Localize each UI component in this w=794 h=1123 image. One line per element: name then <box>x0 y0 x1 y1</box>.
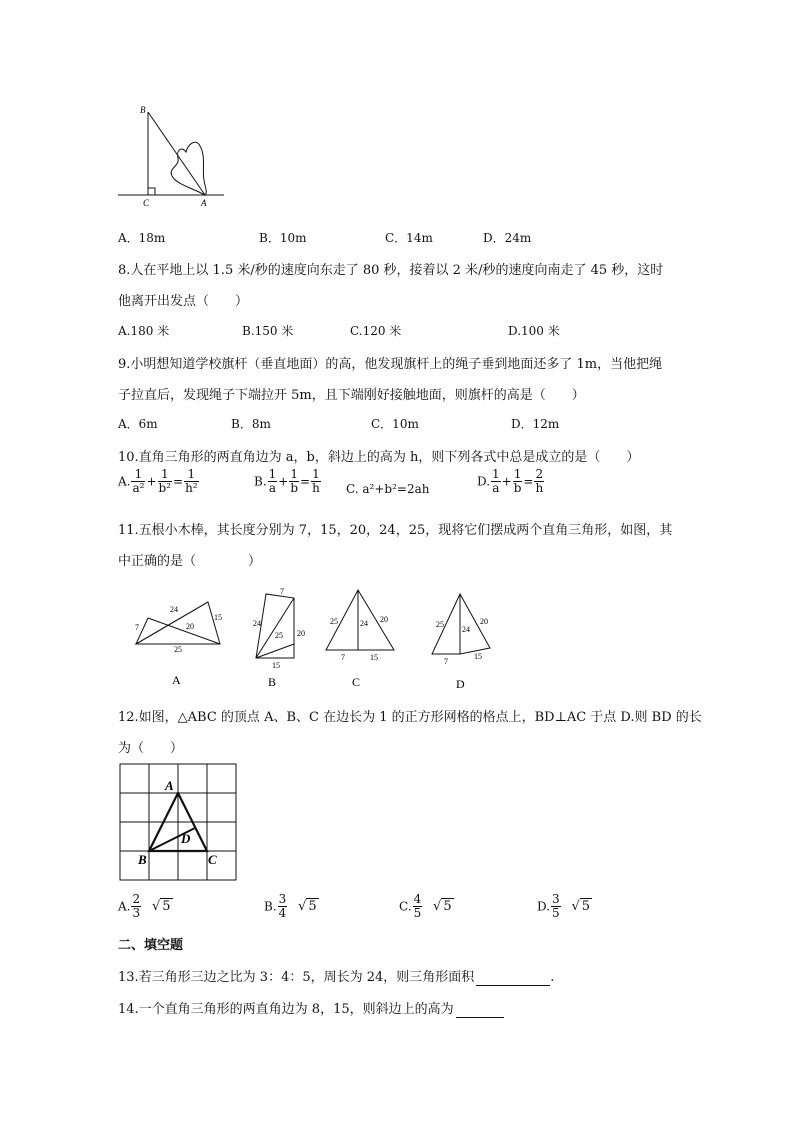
q12-option-a[interactable] <box>118 893 173 920</box>
label-a: A <box>201 198 207 208</box>
q10-option-b[interactable] <box>254 468 322 495</box>
grid-label-d: D <box>181 831 191 846</box>
fig-c-7: 7 <box>341 653 345 662</box>
fig-b-inner <box>256 644 294 658</box>
label-c: C <box>143 198 150 208</box>
q12-d-frac: $\frac{3}{5}$ <box>552 892 560 920</box>
fig-d-24: 24 <box>462 625 470 634</box>
q10-b-frac3: $\frac{1}{h}$ <box>312 467 320 495</box>
q11-figure-a <box>135 602 222 687</box>
q9-option-d[interactable]: D．12m <box>511 417 560 431</box>
q7-option-d[interactable]: D．24m <box>483 231 532 245</box>
q11-figure-c <box>326 590 394 689</box>
fig-a-20: 20 <box>186 622 194 631</box>
fig-a-24: 24 <box>170 605 178 614</box>
q10-d-eq: = <box>523 474 534 489</box>
q10-d-frac3: $\frac{2}{h}$ <box>535 467 544 495</box>
q10-a-eq: = <box>173 474 184 489</box>
q9-option-a[interactable]: A．6m <box>118 417 158 431</box>
fig-c-20: 20 <box>380 615 388 624</box>
q10-option-a[interactable] <box>118 468 200 495</box>
label-b: B <box>140 105 146 115</box>
q14-question <box>118 998 504 1018</box>
q10-a-label: A. <box>118 474 131 489</box>
q14-text: 14.一个直角三角形的两直角边为 8，15，则斜边上的高为 <box>118 1002 454 1017</box>
hypotenuse-ab <box>148 112 205 195</box>
q10-line1: 10.直角三角形的两直角边为 a，b，斜边上的高为 h，则下列各式中总是成立的是（ ） <box>118 450 640 465</box>
grid-label-a: A <box>165 778 174 793</box>
fig-b-20: 20 <box>297 629 305 638</box>
fig-b-7: 7 <box>280 587 284 596</box>
q9-option-b[interactable]: B．8m <box>231 417 271 431</box>
q10-a-frac2: $\frac{1}{\text{b²}}$ <box>158 467 172 495</box>
q12-c-sqrt: √ 5 <box>433 899 452 914</box>
fig-label-b: B <box>268 675 277 689</box>
right-angle-mark <box>148 188 155 195</box>
q10-d-label: D. <box>477 474 491 489</box>
fig-d-25: 25 <box>436 620 444 629</box>
q12-grid-figure <box>118 762 240 884</box>
q7-option-a[interactable]: A．18m <box>118 231 166 245</box>
fig-c-24: 24 <box>360 619 368 628</box>
q8-option-d[interactable]: D.100 米 <box>508 324 560 338</box>
fig-b-25: 25 <box>275 631 283 640</box>
fig-d-15: 15 <box>474 652 482 661</box>
q8-line2: 他离开出发点（ ） <box>118 294 249 309</box>
q11-line1: 11.五根小木棒，其长度分别为 7，15，20，24，25，现将它们摆成两个直角三角形，如图，其 <box>118 523 673 538</box>
q13-end: . <box>550 970 555 985</box>
q12-a-label: A. <box>118 899 131 914</box>
q12-b-sqrt: √ 5 <box>298 899 317 914</box>
q12-option-c[interactable] <box>399 893 454 920</box>
fig-label-a: A <box>172 673 181 687</box>
q12-a-sqrt: √ 5 <box>151 899 171 914</box>
fig-d-7: 7 <box>444 657 448 666</box>
fig-label-d: D <box>456 677 465 691</box>
q10-d-frac2: $\frac{1}{b}$ <box>513 467 522 495</box>
q12-c-label: C. <box>399 899 412 914</box>
q7-option-c[interactable]: C．14m <box>385 231 433 245</box>
q8-line1: 8.人在平地上以 1.5 米/秒的速度向东走了 80 秒，接着以 2 米/秒的速度向南走了 45 秒，这时 <box>118 263 664 278</box>
q12-line1: 12.如图，△ABC 的顶点 A、B、C 在边长为 1 的正方形网格的格点上，BD⊥AC 于点 D.则 BD 的长 <box>118 710 702 725</box>
q7-option-b[interactable]: B．10m <box>259 231 307 245</box>
q8-option-a[interactable]: A.180 米 <box>118 324 170 338</box>
fig-b-24: 24 <box>253 619 261 628</box>
q10-a-frac3: $\frac{1}{\text{h²}}$ <box>185 467 198 495</box>
fig-a-outline <box>136 602 220 644</box>
q10-a-plus: + <box>146 474 157 489</box>
fig-a-7: 7 <box>135 623 139 632</box>
section-heading-fill-in: 二、填空题 <box>118 938 184 953</box>
q12-c-frac: $\frac{4}{5}$ <box>413 892 422 920</box>
q11-figure-b <box>253 587 305 689</box>
q10-a-frac1: $\frac{1}{\text{a²}}$ <box>132 467 145 495</box>
q12-option-d[interactable] <box>537 893 592 920</box>
fig-a-15: 15 <box>214 613 222 622</box>
q10-option-d[interactable] <box>477 468 545 495</box>
q13-answer-blank[interactable] <box>476 970 550 986</box>
q9-line2: 子拉直后，发现绳子下端拉开 5m，且下端刚好接触地面，则旗杆的高是（ ） <box>118 388 585 403</box>
q10-b-frac2: $\frac{1}{b}$ <box>290 467 299 495</box>
q10-b-frac1: $\frac{1}{a}$ <box>268 467 277 495</box>
q8-option-b[interactable]: B.150 米 <box>242 324 294 338</box>
q10-d-frac1: $\frac{1}{a}$ <box>492 467 500 495</box>
q12-d-label: D. <box>537 899 551 914</box>
q12-d-sqrt: √ 5 <box>571 899 591 914</box>
q12-a-frac: $\frac{2}{3}$ <box>132 892 141 920</box>
fig-a-25: 25 <box>174 645 182 654</box>
grid-label-b: B <box>138 852 147 867</box>
q8-option-c[interactable]: C.120 米 <box>350 324 402 338</box>
q10-option-c[interactable]: C. a²+b²=2ah <box>346 482 430 496</box>
q14-answer-blank[interactable] <box>456 1002 504 1018</box>
ladder-figure <box>112 100 232 210</box>
q10-b-eq: = <box>300 474 311 489</box>
q12-option-b[interactable] <box>264 893 319 920</box>
fig-c-25: 25 <box>330 617 338 626</box>
q13-question <box>118 966 554 986</box>
q11-figures <box>130 582 500 692</box>
q11-figure-d <box>432 594 490 691</box>
q13-text: 13.若三角形三边之比为 3：4：5，周长为 24，则三角形面积 <box>118 970 475 985</box>
fig-b-diag <box>256 598 294 658</box>
q12-line2: 为（ ） <box>118 741 184 756</box>
q10-d-plus: + <box>501 474 512 489</box>
q11-line2: 中正确的是（ ） <box>118 554 262 569</box>
q9-option-c[interactable]: C．10m <box>371 417 419 431</box>
grid-label-c: C <box>208 852 217 867</box>
q9-line1: 9.小明想知道学校旗杆（垂直地面）的高，他发现旗杆上的绳子垂到地面还多了 1m，当他把绳 <box>118 357 663 372</box>
q12-b-frac: $\frac{3}{4}$ <box>278 892 287 920</box>
fig-label-c: C <box>352 675 361 689</box>
fig-d-20: 20 <box>480 617 488 626</box>
fig-c-15: 15 <box>370 653 378 662</box>
fig-b-15: 15 <box>272 661 280 670</box>
q10-b-plus: + <box>278 474 289 489</box>
tree-shape <box>171 142 206 195</box>
q12-b-label: B. <box>264 899 277 914</box>
q10-b-label: B. <box>254 474 267 489</box>
